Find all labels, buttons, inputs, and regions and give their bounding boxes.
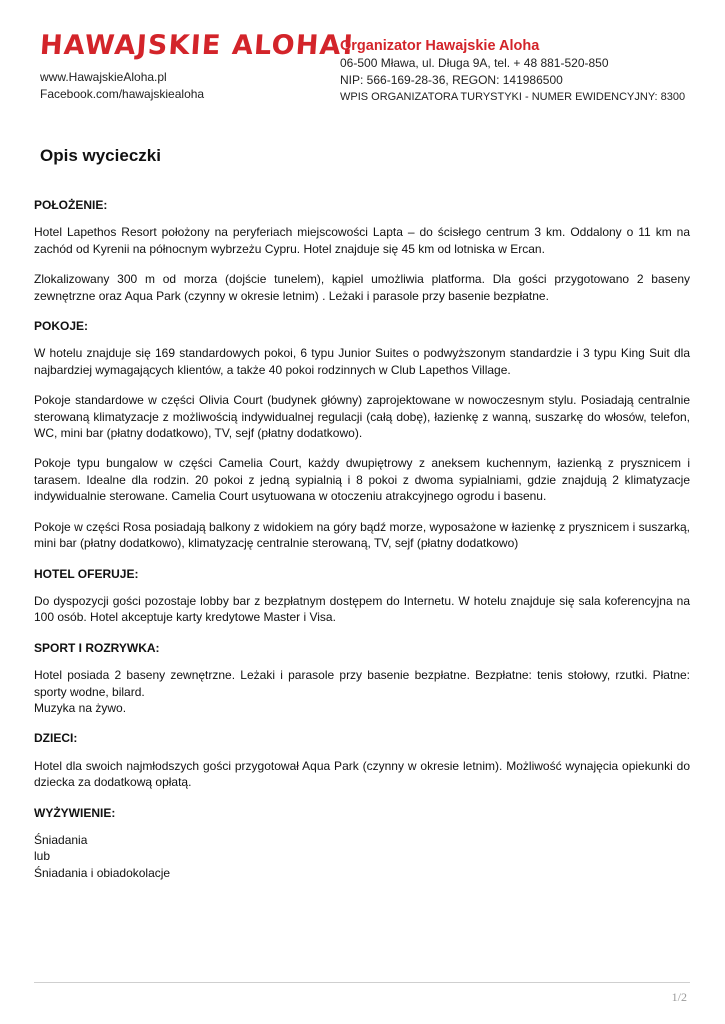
footer-divider (34, 982, 690, 983)
organizer-name: Organizator Hawajskie Aloha (340, 38, 540, 54)
organizer-info (340, 37, 685, 106)
paragraph: Pokoje standardowe w części Olivia Court (budynek główny) zaprojektowane w nowoczesnym stylu. Posiadają centralnie sterowaną klimatyzacje z możliwością indywidualnej regulacji (całą dobę), łazienkę z wanną, suszarkę do włosów, telefon, WC, mini bar (płatny dodatkowo), TV, sejf (płatny dodatkowo). (34, 393, 690, 441)
contact-links (40, 69, 204, 103)
section-heading-sport: SPORT I ROZRYWKA: (34, 640, 160, 655)
section-heading-hotel: HOTEL OFERUJE: (34, 566, 139, 581)
organizer-ids: NIP: 566-169-28-36, REGON: 141986500 (340, 73, 563, 87)
paragraph: Pokoje w części Rosa posiadają balkony z widokiem na góry bądź morze, wyposażone w łazienkę z prysznicem i suszarką, mini bar (płatny dodatkowo), klimatyzację centralnie sterowaną, TV, sejf (płatny dodatkowo) (34, 519, 690, 551)
website-link[interactable]: www.HawajskieAloha.pl (40, 70, 167, 84)
meal-option: Śniadania (34, 832, 88, 847)
paragraph: Hotel posiada 2 baseny zewnętrzne. Leżaki i parasole przy basenie bezpłatne. Bezpłatne: tenis stołowy, rzutki. Płatne: sporty wodne, bilard. (34, 668, 690, 699)
meal-option: Śniadania i obiadokolacje (34, 865, 171, 880)
paragraph: Do dyspozycji gości pozostaje lobby bar z bezpłatnym dostępem do Internetu. W hotelu znajduje się sala koferencyjna na 100 osób. Hotel akceptuje karty kredytowe Master i Visa. (34, 593, 690, 625)
paragraph: Hotel Lapethos Resort położony na peryferiach miejscowości Lapta – do ścisłego centrum 3 km. Oddalony o 11 km na zachód od Kyrenii na północnym wybrzeżu Cypru. Hotel znajduje się 45 km od lotniska w Ercan. (34, 225, 690, 256)
document-body (34, 197, 690, 881)
meal-option: lub (34, 849, 51, 864)
paragraph: Zlokalizowany 300 m od morza (dojście tunelem), kąpiel umożliwia platforma. Dla gości przygotowano 2 baseny zewnętrzne oraz Aqua Park (czynny w okresie letnim) . Leżaki i parasole przy basenie bezpłatne. (34, 272, 690, 303)
paragraph: Hotel dla swoich najmłodszych gości przygotował Aqua Park (czynny w okresie letnim). Możliwość wynajęcia opiekunki do dziecka za dodatkową opłatą. (34, 758, 690, 790)
page-number: 1/2 (671, 990, 687, 1004)
facebook-link[interactable]: Facebook.com/hawajskiealoha (40, 87, 205, 101)
paragraph: W hotelu znajduje się 169 standardowych pokoi, 6 typu Junior Suites o podwyższonym standardzie i 3 typu King Suit dla najbardziej wymagających klientów, a także 40 pokoi rodzinnych w Club Lapethos Village. (34, 346, 690, 377)
organizer-address: 06-500 Mława, ul. Długa 9A, tel. + 48 881-520-850 (340, 56, 609, 70)
company-logo: HAWAJSKIE ALOHA! (38, 30, 357, 61)
organizer-register: WPIS ORGANIZATORA TURYSTYKI - NUMER EWIDENCYJNY: 8300 (340, 91, 686, 103)
paragraph: Muzyka na żywo. (34, 700, 127, 715)
section-heading-polozenie: POŁOŻENIE: (34, 198, 108, 212)
paragraph: Pokoje typu bungalow w części Camelia Court, każdy dwupiętrowy z aneksem kuchennym, łazienką z prysznicem i tarasem. Idealne dla rodzin. 20 pokoi z jedną sypialnią i 8 pokoi z dwoma sypialniami, gdzie znajdują 2 klimatyzacje indywidualnie sterowane. Camelia Court usytuowana w otoczeniu atrakcyjnego ogrodu i basenu. (34, 456, 690, 504)
section-heading-wyzywienie: WYŻYWIENIE: (34, 805, 116, 820)
section-heading-dzieci: DZIECI: (34, 731, 78, 746)
page-title: Opis wycieczki (40, 146, 161, 165)
section-heading-pokoje: POKOJE: (34, 319, 89, 334)
